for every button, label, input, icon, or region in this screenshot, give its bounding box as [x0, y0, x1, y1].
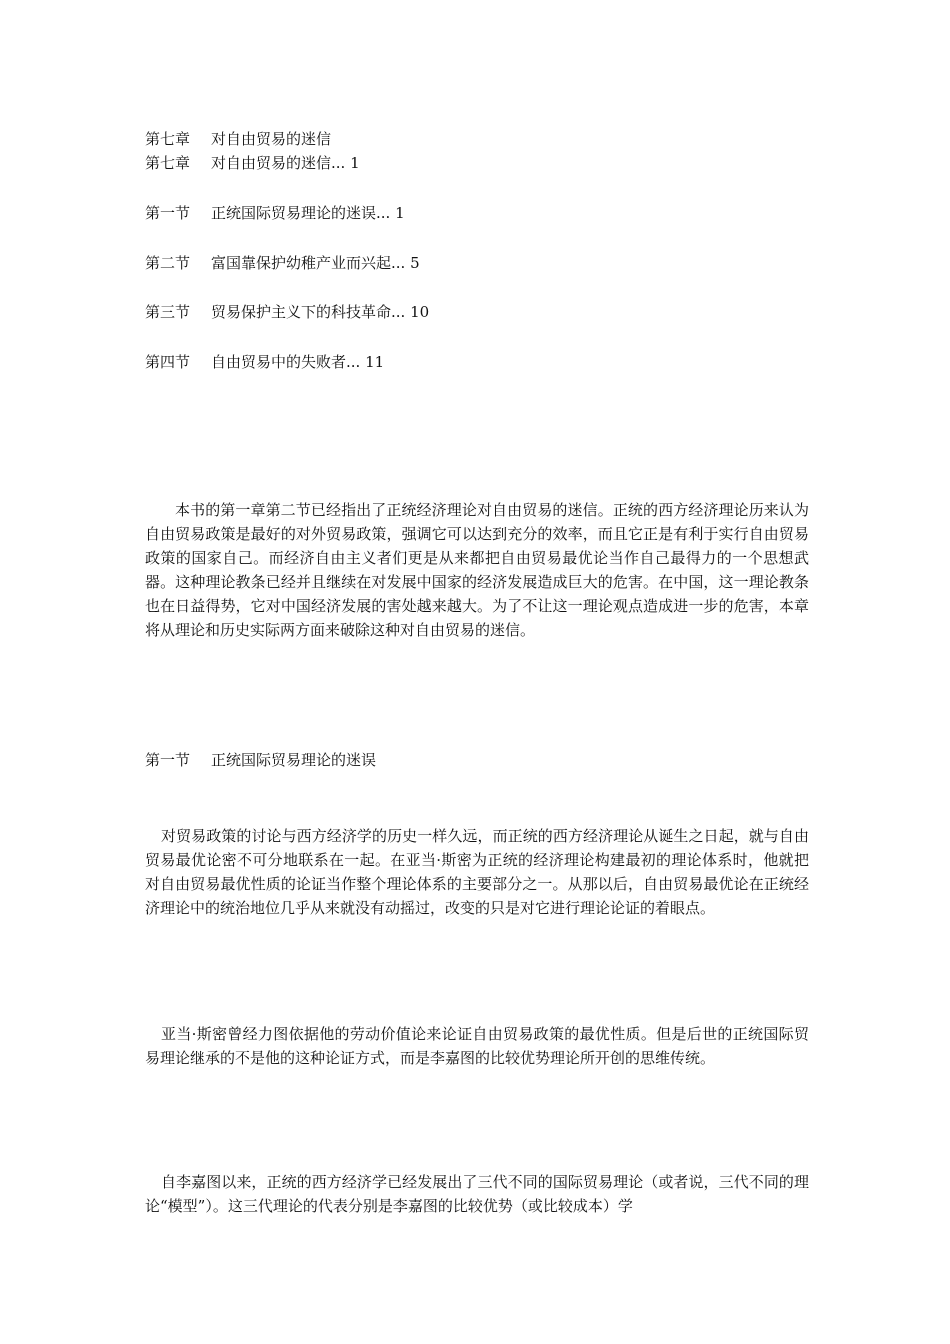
toc-entry-label: 第二节 — [145, 254, 191, 272]
toc-entry-label: 第四节 — [145, 353, 191, 371]
toc-entry-section-4[interactable] — [145, 350, 384, 374]
toc-entry-text: 对自由贸易的迷信... 1 — [211, 154, 360, 172]
body-paragraph-1: 对贸易政策的讨论与西方经济学的历史一样久远，而正统的西方经济理论从诞生之日起，就与自由贸易最优论密不可分地联系在一起。在亚当·斯密为正统的经济理论构建最初的理论体系时，他就把对自由贸易最优性质的论证当作整个理论体系的主要部分之一。从那以后，自由贸易最优论在正统经济理论中的统治地位几乎从来就没有动摇过，改变的只是对它进行理论论证的着眼点。 — [145, 827, 809, 917]
body-paragraph-3: 自李嘉图以来，正统的西方经济学已经发展出了三代不同的国际贸易理论（或者说，三代不同的理论“模型”）。这三代理论的代表分别是李嘉图的比较优势（或比较成本）学 — [145, 1173, 809, 1215]
toc-entry-text: 自由贸易中的失败者... 11 — [211, 353, 385, 371]
toc-entry-chapter[interactable] — [145, 151, 360, 175]
body-paragraph-2: 亚当·斯密曾经力图依据他的劳动价值论来论证自由贸易政策的最优性质。但是后世的正统国际贸易理论继承的不是他的这种论证方式，而是李嘉图的比较优势理论所开创的思维传统。 — [145, 1025, 809, 1067]
section-label: 第一节 — [145, 751, 191, 769]
toc-entry-text: 贸易保护主义下的科技革命... 10 — [211, 303, 430, 321]
toc-entry-text: 正统国际贸易理论的迷误... 1 — [211, 204, 405, 222]
toc-entry-section-3[interactable] — [145, 300, 429, 324]
intro-paragraph: 本书的第一章第二节已经指出了正统经济理论对自由贸易的迷信。正统的西方经济理论历来认为自由贸易政策是最好的对外贸易政策，强调它可以达到充分的效率，而且它正是有利于实行自由贸易政策的国家自己。而经济自由主义者们更是从来都把自由贸易最优论当作自己最得力的一个思想武器。这种理论教条已经并且继续在对发展中国家的经济发展造成巨大的危害。在中国，这一理论教条也在日益得势，它对中国经济发展的害处越来越大。为了不让这一理论观点造成进一步的危害，本章将从理论和历史实际两方面来破除这种对自由贸易的迷信。 — [145, 501, 809, 639]
toc-entry-label: 第一节 — [145, 204, 191, 222]
chapter-title-text: 对自由贸易的迷信 — [211, 130, 332, 148]
toc-entry-section-2[interactable] — [145, 251, 420, 275]
chapter-title — [145, 127, 331, 151]
toc-entry-section-1[interactable] — [145, 201, 405, 225]
chapter-label: 第七章 — [145, 130, 191, 148]
section-title: 正统国际贸易理论的迷误 — [211, 751, 377, 769]
toc-entry-text: 富国靠保护幼稚产业而兴起... 5 — [211, 254, 420, 272]
section-heading — [145, 748, 376, 772]
toc-entry-label: 第三节 — [145, 303, 191, 321]
toc-entry-label: 第七章 — [145, 154, 191, 172]
